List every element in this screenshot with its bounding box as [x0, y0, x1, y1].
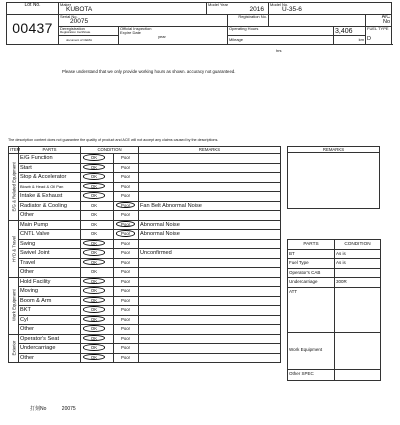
poor-option: Poor	[120, 354, 131, 360]
part-name: Other	[19, 353, 81, 363]
ok-circled: OK	[83, 183, 105, 190]
parts-row	[288, 259, 381, 269]
poor-cell	[114, 344, 139, 354]
right-remarks-table	[287, 146, 380, 209]
poor-cell	[114, 306, 139, 316]
registration-cert-label: Registration Certificate	[60, 30, 91, 34]
lot-number: 00437	[7, 15, 59, 45]
part-name: E/G Function	[19, 154, 81, 164]
remark-cell	[139, 163, 281, 173]
part-name: BKT	[19, 306, 81, 316]
parts-row-part: BT	[288, 249, 335, 259]
ok-cell	[81, 249, 114, 259]
ok-cell	[81, 230, 114, 240]
part-name: Other	[19, 325, 81, 335]
fuel-type-label: FUEL TYPE	[367, 26, 389, 31]
header-table	[6, 2, 392, 45]
poor-option: Poor	[120, 297, 131, 303]
table-row	[9, 230, 281, 240]
poor-cell	[114, 239, 139, 249]
ac-value: No	[383, 19, 391, 25]
registration-label: Registration No.	[238, 14, 267, 19]
table-row	[9, 182, 281, 192]
part-name: Undercarriage	[19, 344, 81, 354]
poor-option: Poor	[120, 316, 131, 322]
fuel-type-cell	[366, 27, 392, 45]
ok-cell	[81, 277, 114, 287]
ok-circled: OK	[83, 278, 105, 285]
ok-cell	[81, 201, 114, 211]
table-row	[9, 344, 281, 354]
poor-option: Poor	[120, 335, 131, 341]
table-row	[9, 306, 281, 316]
poor-cell	[114, 277, 139, 287]
ok-cell	[81, 287, 114, 297]
parts-row-condition	[335, 369, 381, 380]
table-row	[9, 258, 281, 268]
part-name: Start	[19, 163, 81, 173]
poor-option: Poor	[120, 193, 131, 199]
km-unit: km	[358, 37, 364, 42]
deregistration-cell	[59, 27, 119, 36]
remark-cell	[139, 182, 281, 192]
parts-row-part: ATT	[288, 287, 335, 332]
parts-condition-table	[287, 239, 381, 381]
remark-cell: Fan Belt Abnormal Noise	[139, 201, 281, 211]
remark-cell	[139, 296, 281, 306]
poor-cell	[114, 315, 139, 325]
part-name: Swing	[19, 239, 81, 249]
poor-option: Poor	[120, 307, 131, 313]
operating-hours-label: Operating Hours	[229, 26, 259, 31]
year-label: year	[158, 34, 166, 39]
poor-cell	[114, 192, 139, 202]
parts-row-part: Fuel Type	[288, 259, 335, 269]
poor-option: Poor	[120, 345, 131, 351]
parts-header-row	[288, 240, 381, 250]
table-row	[9, 353, 281, 363]
ok-cell	[81, 306, 114, 316]
ok-cell	[81, 220, 114, 230]
parts-col-header: PARTS	[288, 240, 335, 250]
poor-option: Poor	[120, 288, 131, 294]
operating-hours-value: 3,406	[335, 28, 353, 35]
parts-row-condition	[335, 268, 381, 278]
poor-cell	[114, 353, 139, 363]
poor-option: Poor	[120, 212, 131, 218]
ok-cell	[81, 325, 114, 335]
remark-cell: Unconfirmed	[139, 249, 281, 259]
part-name: Stop & Accelerator	[19, 173, 81, 183]
ok-cell	[81, 268, 114, 278]
maker-value: KUBOTA	[66, 6, 93, 13]
ok-option: OK	[90, 212, 98, 218]
remark-cell: Abnormal Noise	[139, 220, 281, 230]
model-no-cell	[269, 3, 392, 15]
right-remarks-header: REMARKS	[288, 147, 380, 153]
condition-header: CONDITION	[81, 147, 139, 154]
remark-cell	[139, 334, 281, 344]
poor-option: Poor	[120, 326, 131, 332]
ok-cell	[81, 173, 114, 183]
remark-cell	[139, 287, 281, 297]
poor-cell	[114, 211, 139, 221]
poor-option: Poor	[120, 155, 131, 161]
poor-cell	[114, 230, 139, 240]
table-row	[9, 163, 281, 173]
group-label: HYD & Travel	[9, 220, 19, 277]
model-year-label: Model Year	[208, 2, 229, 7]
table-row	[9, 296, 281, 306]
ok-circled: OK	[83, 335, 105, 342]
part-name: CNTL Valve	[19, 230, 81, 240]
table-row	[9, 211, 281, 221]
parts-row	[288, 287, 381, 332]
poor-option: Poor	[120, 269, 131, 275]
remark-cell	[139, 211, 281, 221]
part-name: Travel	[19, 258, 81, 268]
group-label: Exterior	[9, 334, 19, 363]
part-name: Main Pump	[19, 220, 81, 230]
poor-circled: Poor	[116, 221, 135, 228]
operating-hours-cell	[228, 27, 334, 36]
ok-cell	[81, 296, 114, 306]
part-name: Operator's Seat	[19, 334, 81, 344]
poor-circled: Poor	[116, 202, 135, 209]
table-row	[9, 277, 281, 287]
poor-cell	[114, 173, 139, 183]
parts-header: PARTS	[19, 147, 81, 154]
table-row	[9, 192, 281, 202]
remarks-header: REMARKS	[139, 147, 281, 154]
poor-cell	[114, 334, 139, 344]
table-row	[9, 315, 281, 325]
serial-label: Serial No.	[60, 14, 78, 19]
deregistration-label: Deregistration	[60, 26, 85, 31]
poor-cell	[114, 182, 139, 192]
parts-row-condition: As is	[335, 259, 381, 269]
part-name: Intake & Exhaust	[19, 192, 81, 202]
part-name: Blowb & Head & Oil Pan	[19, 182, 81, 192]
part-name: Other	[19, 268, 81, 278]
table-row	[9, 334, 281, 344]
poor-cell	[114, 154, 139, 164]
ok-cell	[81, 258, 114, 268]
group-label: Work Equipment	[9, 277, 19, 334]
remark-cell	[139, 325, 281, 335]
remark-cell	[139, 344, 281, 354]
working-hours-notice: Please understand that we only provide working hours as shown. accuracy not guaranteed.	[62, 69, 236, 74]
poor-cell	[114, 325, 139, 335]
table-row	[9, 154, 281, 164]
ok-circled: OK	[83, 240, 105, 247]
item-header: ITEM	[10, 147, 21, 152]
remark-cell: Abnormal Noise	[139, 230, 281, 240]
poor-cell	[114, 220, 139, 230]
model-no-value: U-35-6	[282, 6, 302, 13]
remark-cell	[139, 268, 281, 278]
group-label: E/G & Related Equipment	[9, 154, 19, 221]
table-row	[9, 325, 281, 335]
poor-option: Poor	[120, 240, 131, 246]
poor-cell	[114, 296, 139, 306]
serial-cell	[59, 15, 228, 27]
poor-cell	[114, 258, 139, 268]
poor-option: Poor	[120, 250, 131, 256]
table-row	[9, 268, 281, 278]
part-name: Swivel Joint	[19, 249, 81, 259]
ok-cell	[81, 315, 114, 325]
cema-cell	[59, 36, 119, 45]
parts-row	[288, 249, 381, 259]
remark-cell	[139, 239, 281, 249]
ok-circled: OK	[83, 297, 105, 304]
right-remarks-body	[288, 153, 380, 209]
part-name: Cyl	[19, 315, 81, 325]
ok-option: OK	[90, 269, 98, 275]
poor-option: Poor	[120, 278, 131, 284]
table-row	[9, 220, 281, 230]
part-name: Hold Facility	[19, 277, 81, 287]
parts-row-condition: As is	[335, 249, 381, 259]
ok-circled: OK	[83, 192, 105, 199]
remark-cell	[139, 154, 281, 164]
lot-label: Lot No.	[7, 3, 59, 15]
part-name: Radiator & Cooling	[19, 201, 81, 211]
ac-cell	[366, 15, 392, 27]
part-name: Other	[19, 211, 81, 221]
table-row	[9, 249, 281, 259]
poor-cell	[114, 268, 139, 278]
remark-cell	[139, 353, 281, 363]
poor-option: Poor	[120, 174, 131, 180]
parts-row	[288, 278, 381, 288]
parts-row-part: Undercarriage	[288, 278, 335, 288]
ok-cell	[81, 192, 114, 202]
serial-value: 20075	[70, 18, 89, 25]
mileage-label: Mileage	[229, 37, 244, 42]
condition-col-header: CONDITION	[335, 240, 381, 250]
table-row	[9, 239, 281, 249]
remark-cell	[139, 192, 281, 202]
fuel-type-value: D	[367, 36, 371, 42]
remark-cell	[139, 306, 281, 316]
stamp-number-value: 20075	[61, 406, 76, 412]
poor-cell	[114, 249, 139, 259]
poor-option: Poor	[120, 183, 131, 189]
stamp-number	[30, 405, 76, 412]
parts-row-condition	[335, 332, 381, 369]
registration-cell	[228, 15, 269, 27]
parts-row-condition: 300R	[335, 278, 381, 288]
maker-cell	[59, 3, 207, 15]
inspection-table	[8, 146, 281, 363]
ok-cell	[81, 182, 114, 192]
ok-circled: OK	[83, 306, 105, 313]
inspection-header-row	[9, 147, 281, 154]
ok-cell	[81, 163, 114, 173]
parts-row-part: Work Equipment	[288, 332, 335, 369]
ok-circled: OK	[83, 354, 105, 361]
part-name: Moving	[19, 287, 81, 297]
official-inspection-label: Official Inspection Expire Date	[120, 26, 152, 35]
model-year-cell	[207, 3, 269, 15]
ok-circled: OK	[83, 164, 105, 171]
mileage-cell	[228, 36, 334, 45]
table-row	[9, 287, 281, 297]
parts-row-part: Other SPEC	[288, 369, 335, 380]
mileage-value-cell	[334, 36, 366, 45]
ok-option: OK	[90, 231, 98, 237]
model-no-label: Model No.	[270, 2, 289, 7]
registration-value-cell	[269, 15, 366, 27]
ok-option: OK	[90, 202, 98, 208]
remark-cell	[139, 258, 281, 268]
model-year-value: 2016	[249, 6, 264, 13]
ok-cell	[81, 239, 114, 249]
poor-circled: Poor	[116, 230, 135, 237]
part-name: Boom & Arm	[19, 296, 81, 306]
poor-option: Poor	[120, 259, 131, 265]
ok-circled: OK	[83, 259, 105, 266]
ok-cell	[81, 334, 114, 344]
parts-row	[288, 332, 381, 369]
table-row	[9, 173, 281, 183]
remark-cell	[139, 315, 281, 325]
ok-option: OK	[90, 221, 98, 227]
operating-hours-value-cell	[334, 27, 366, 36]
ok-circled: OK	[83, 173, 105, 180]
ok-circled: OK	[83, 287, 105, 294]
poor-option: Poor	[120, 164, 131, 170]
poor-cell	[114, 201, 139, 211]
parts-row	[288, 369, 381, 380]
poor-cell	[114, 163, 139, 173]
poor-cell	[114, 287, 139, 297]
remark-cell	[139, 173, 281, 183]
remark-cell	[139, 277, 281, 287]
ok-circled: OK	[83, 316, 105, 323]
parts-row-condition	[335, 287, 381, 332]
ok-cell	[81, 344, 114, 354]
ok-circled: OK	[83, 344, 105, 351]
ok-circled: OK	[83, 325, 105, 332]
ok-cell	[81, 154, 114, 164]
maker-label: Maker	[60, 2, 72, 7]
parts-row	[288, 268, 381, 278]
ok-circled: OK	[83, 249, 105, 256]
table-row	[9, 201, 281, 211]
ok-cell	[81, 211, 114, 221]
official-inspection-cell	[119, 27, 228, 45]
quality-disclaimer: The description content does not guarantee the quality of product and ACE will not accept any claims caused by the descriptions.	[8, 138, 219, 142]
ac-label: A/C	[381, 14, 391, 20]
ok-circled: OK	[83, 154, 105, 161]
parts-row-part: Operator's CAB	[288, 268, 335, 278]
ok-cell	[81, 353, 114, 363]
document-of-cema-label: document of CEMA	[66, 38, 93, 42]
hrs-unit: hrs	[276, 48, 282, 53]
stamp-number-label: 打刻No	[30, 406, 47, 412]
